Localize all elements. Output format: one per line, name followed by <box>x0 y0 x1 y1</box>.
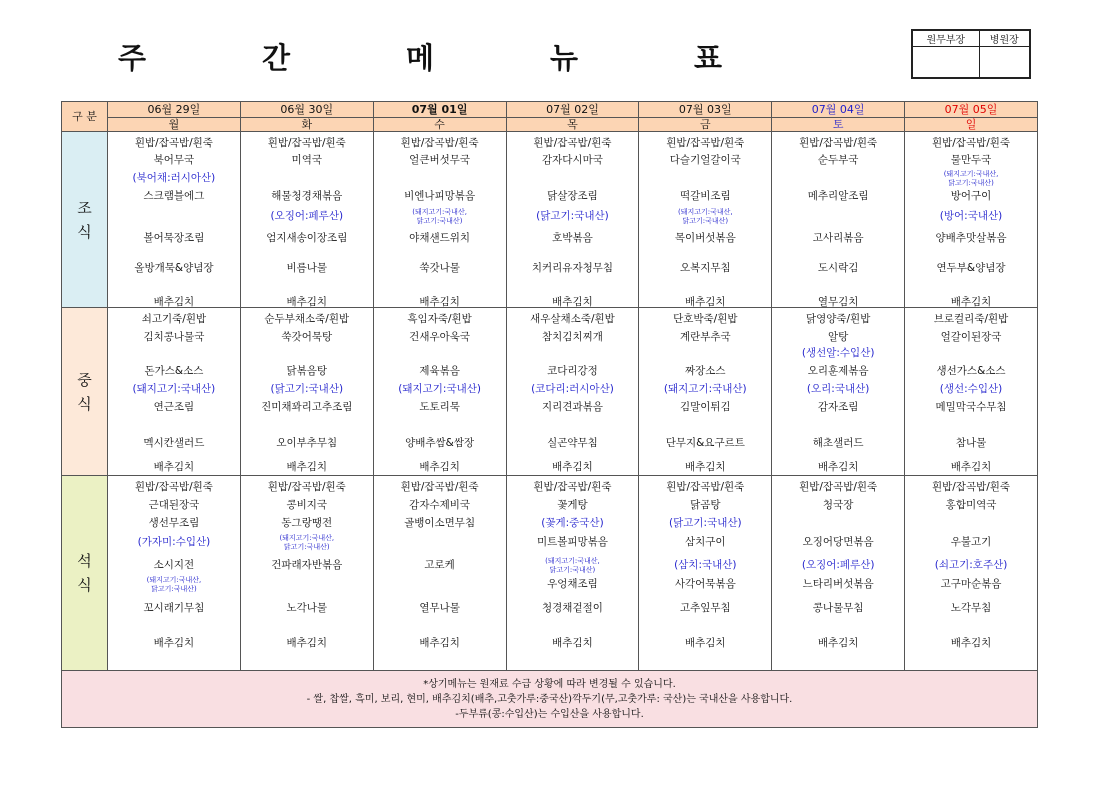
menu-item: 감자다시마국 <box>542 154 603 166</box>
menu-item: 콩비지국 <box>286 499 328 511</box>
menu-item: 고추잎무침 <box>679 602 731 614</box>
menu-item: 배추김치 <box>419 637 460 649</box>
menu-item: 닭곰탕 <box>690 499 721 511</box>
menu-item: 돈가스&소스 <box>144 365 204 377</box>
menu-item: 생선가스&소스 <box>936 365 1006 377</box>
menu-item: 도시락김 <box>817 262 859 274</box>
menu-item: (쇠고기:호주산) <box>934 559 1008 571</box>
menu-item: 열무김치 <box>817 296 859 308</box>
menu-item: 연두부&양념장 <box>936 262 1006 274</box>
menu-item: 사각어묵볶음 <box>674 578 736 590</box>
menu-item: (생선:수입산) <box>939 383 1003 395</box>
menu-item: 배추김치 <box>286 296 328 308</box>
menu-item: 새우살채소죽/흰밥 <box>530 313 615 325</box>
menu-item: 닭영양죽/흰밥 <box>805 313 871 325</box>
menu-item: 오이부추무침 <box>276 437 338 449</box>
header-weekday: 목 <box>506 118 639 132</box>
menu-item: 실곤약무침 <box>547 437 598 449</box>
menu-item: (방어:국내산) <box>939 210 1003 222</box>
menu-item: 미역국 <box>291 154 322 166</box>
menu-item: 오복지무침 <box>679 262 731 274</box>
menu-item: 고사리볶음 <box>812 232 864 244</box>
menu-item: (가자미:수입산) <box>137 536 211 548</box>
menu-item: 고로케 <box>424 559 455 571</box>
note-line: -두부류(콩:수입산)는 수입산을 사용합니다. <box>455 708 644 720</box>
menu-item: 배추김치 <box>286 637 328 649</box>
menu-item: (돼지고기:국내산, 닭고기:국내산) <box>545 557 600 574</box>
menu-item: 건새우아욱국 <box>409 331 471 343</box>
dinner-day-cell <box>905 476 1038 671</box>
menu-item: (돼지고기:국내산) <box>132 383 216 395</box>
menu-item: 흰밥/잡곡밥/흰죽 <box>533 137 612 149</box>
lunch-row <box>62 308 1038 476</box>
menu-item: 참치김치찌개 <box>542 331 603 343</box>
breakfast-day-cell <box>373 132 506 308</box>
menu-item: 제육볶음 <box>419 365 460 377</box>
menu-item: 브로컬리죽/흰밥 <box>933 313 1009 325</box>
page-title <box>60 36 780 76</box>
header-weekday-row <box>62 118 1038 132</box>
menu-item: 배추김치 <box>552 461 593 473</box>
header-weekday: 토 <box>772 118 905 132</box>
title-char: 간 <box>261 40 290 75</box>
lunch-day-cell <box>905 308 1038 476</box>
menu-item: 흰밥/잡곡밥/흰죽 <box>134 481 213 493</box>
menu-item: (돼지고기:국내산) <box>663 383 747 395</box>
menu-item: (돼지고기:국내산, 닭고기:국내산) <box>943 170 999 187</box>
menu-item: (돼지고기:국내산) <box>398 383 481 395</box>
breakfast-label: 조 식 <box>62 132 108 308</box>
menu-item: 골뱅이소면무침 <box>404 517 476 529</box>
menu-item: 감자수제비국 <box>409 499 471 511</box>
breakfast-day-cell <box>639 132 772 308</box>
header-date: 07월 05일 <box>905 102 1038 118</box>
menu-item: 메밀막국수무침 <box>935 401 1007 413</box>
menu-item: (생선알:수입산) <box>801 347 875 359</box>
menu-item: 지리견과볶음 <box>542 401 603 413</box>
menu-item: 우불고기 <box>950 536 992 548</box>
menu-item: 생선무조림 <box>148 517 200 529</box>
dinner-day-cell <box>639 476 772 671</box>
menu-item: 동그랑땡전 <box>281 517 333 529</box>
breakfast-day-cell <box>240 132 373 308</box>
menu-item: (북어채:러시아산) <box>132 172 216 184</box>
menu-item: 노각무침 <box>950 602 992 614</box>
header-date: 07월 01일 <box>373 102 506 118</box>
menu-item: 흰밥/잡곡밥/흰죽 <box>400 137 479 149</box>
menu-item: 배추김치 <box>419 461 460 473</box>
menu-item: 얼큰버섯무국 <box>409 154 471 166</box>
menu-item: 삼치구이 <box>685 536 726 548</box>
menu-item: 흰밥/잡곡밥/흰죽 <box>666 481 745 493</box>
title-char: 주 <box>117 40 146 75</box>
menu-item: (닭고기:국내산) <box>270 383 344 395</box>
menu-item: 목이버섯볶음 <box>674 232 736 244</box>
menu-item: 올방개묵&양념장 <box>134 262 214 274</box>
menu-item: 쑥갓어묵탕 <box>281 331 333 343</box>
dinner-row <box>62 476 1038 671</box>
menu-item: 배추김치 <box>286 461 328 473</box>
menu-item: 배추김치 <box>153 637 195 649</box>
menu-item: 흰밥/잡곡밥/흰죽 <box>267 137 346 149</box>
menu-item: 꽃게탕 <box>557 499 588 511</box>
menu-table <box>61 101 1038 728</box>
menu-item: 배추김치 <box>685 461 726 473</box>
breakfast-day-cell <box>506 132 639 308</box>
menu-item: 흰밥/잡곡밥/흰죽 <box>799 137 878 149</box>
header-date-row <box>62 102 1038 118</box>
header-label: 구 분 <box>62 102 108 132</box>
menu-item: 오징어당면볶음 <box>802 536 874 548</box>
menu-item: 멕시칸샐러드 <box>143 437 205 449</box>
menu-item: 흰밥/잡곡밥/흰죽 <box>400 481 479 493</box>
menu-item: 흰밥/잡곡밥/흰죽 <box>666 137 745 149</box>
menu-item: 참나물 <box>955 437 987 449</box>
menu-item: 진미채꽈리고추조림 <box>261 401 353 413</box>
menu-item: 단무지&요구르트 <box>665 437 745 449</box>
menu-item: 배추김치 <box>950 296 992 308</box>
menu-item: 비름나물 <box>286 262 328 274</box>
menu-item: 방어구이 <box>950 190 992 202</box>
menu-item: 흰밥/잡곡밥/흰죽 <box>931 481 1011 493</box>
dinner-label: 석 식 <box>62 476 108 671</box>
menu-item: 떡갈비조림 <box>679 190 731 202</box>
approval-box <box>911 29 1031 79</box>
menu-item: 배추김치 <box>552 296 593 308</box>
menu-item: 얼갈이된장국 <box>940 331 1002 343</box>
breakfast-day-cell <box>772 132 905 308</box>
menu-item: 배추김치 <box>950 461 992 473</box>
menu-item: (코다리:러시아산) <box>531 383 614 395</box>
lunch-day-cell <box>108 308 241 476</box>
note-line: *상기메뉴는 원재료 수급 상황에 따라 변경될 수 있습니다. <box>423 678 676 690</box>
menu-item: 흰밥/잡곡밥/흰죽 <box>533 481 612 493</box>
menu-item: 흰밥/잡곡밥/흰죽 <box>799 481 878 493</box>
menu-item: 스크램블에그 <box>143 190 205 202</box>
menu-item: (삼치:국내산) <box>674 559 737 571</box>
header-date: 07월 04일 <box>772 102 905 118</box>
approval-label-1: 원무부장 <box>912 30 979 47</box>
menu-item: 오리훈제볶음 <box>807 365 869 377</box>
menu-item: 김치콩나물국 <box>143 331 205 343</box>
breakfast-day-cell <box>108 132 241 308</box>
menu-item: 연근조림 <box>153 401 195 413</box>
dinner-day-cell <box>373 476 506 671</box>
menu-item: 배추김치 <box>685 637 726 649</box>
menu-item: (돼지고기:국내산, 닭고기:국내산) <box>146 576 202 593</box>
menu-item: (닭고기:국내산) <box>669 517 742 529</box>
menu-item: 양배추맛살볶음 <box>935 232 1007 244</box>
header-date: 07월 03일 <box>639 102 772 118</box>
menu-item: (돼지고기:국내산, 닭고기:국내산) <box>279 534 335 551</box>
lunch-day-cell <box>373 308 506 476</box>
menu-item: 양배추쌈&쌈장 <box>405 437 475 449</box>
menu-item: 치커리유자청무침 <box>531 262 614 274</box>
menu-item: 근대된장국 <box>148 499 200 511</box>
dinner-day-cell <box>108 476 241 671</box>
menu-item: (오리:국내산) <box>806 383 870 395</box>
menu-item: 쑥갓나물 <box>419 262 460 274</box>
menu-item: 노각나물 <box>286 602 328 614</box>
menu-item: 다슬기얼갈이국 <box>669 154 741 166</box>
menu-item: 계란부추국 <box>679 331 731 343</box>
menu-item: 청경채겉절이 <box>542 602 603 614</box>
header-weekday: 수 <box>373 118 506 132</box>
menu-item: 알탕 <box>827 331 849 343</box>
dinner-day-cell <box>506 476 639 671</box>
menu-item: 도토리묵 <box>419 401 460 413</box>
menu-item: 우엉채조림 <box>547 578 598 590</box>
menu-item: 순두부채소죽/흰밥 <box>264 313 350 325</box>
menu-item: 해물청경채볶음 <box>271 190 343 202</box>
header-weekday: 일 <box>905 118 1038 132</box>
menu-item: 건파래자반볶음 <box>271 559 343 571</box>
header-weekday: 금 <box>639 118 772 132</box>
menu-item: (돼지고기:국내산, 닭고기:국내산) <box>412 208 467 225</box>
menu-item: 느타리버섯볶음 <box>802 578 874 590</box>
menu-item: (오징어:페루산) <box>801 559 875 571</box>
menu-item: 미트볼피망볶음 <box>536 536 608 548</box>
menu-item: 엄지새송이장조림 <box>266 232 348 244</box>
menu-item: 청국장 <box>822 499 854 511</box>
menu-item: 감자조림 <box>817 401 859 413</box>
lunch-day-cell <box>506 308 639 476</box>
menu-item: 순두부국 <box>817 154 859 166</box>
menu-item: 볼어묵장조림 <box>143 232 205 244</box>
menu-item: 해초샐러드 <box>812 437 864 449</box>
menu-item: 호박볶음 <box>552 232 593 244</box>
note-line: - 쌀, 찹쌀, 흑미, 보리, 현미, 배추김치(배추,고춧가루:중국산)깍두기(무,고춧가루: 국산)는 국내산을 사용합니다. <box>306 693 793 705</box>
menu-item: 흑임자죽/흰밥 <box>407 313 472 325</box>
notes <box>62 671 1038 728</box>
lunch-label: 중 식 <box>62 308 108 476</box>
menu-item: 메추리알조림 <box>807 190 869 202</box>
title-char: 표 <box>693 40 722 75</box>
dinner-day-cell <box>772 476 905 671</box>
approval-sign-2[interactable] <box>979 47 1030 79</box>
breakfast-row <box>62 132 1038 308</box>
dinner-day-cell <box>240 476 373 671</box>
header-date: 07월 02일 <box>506 102 639 118</box>
menu-item: 배추김치 <box>950 637 992 649</box>
menu-item: 배추김치 <box>153 296 195 308</box>
breakfast-day-cell <box>905 132 1038 308</box>
menu-item: 북어무국 <box>153 154 195 166</box>
menu-item: (닭고기:국내산) <box>536 210 609 222</box>
menu-item: 배추김치 <box>817 461 859 473</box>
menu-item: 배추김치 <box>153 461 195 473</box>
lunch-day-cell <box>240 308 373 476</box>
approval-sign-1[interactable] <box>912 47 979 79</box>
title-char: 메 <box>405 40 434 75</box>
menu-item: (꽃게:중국산) <box>541 517 604 529</box>
menu-item: 고구마순볶음 <box>940 578 1002 590</box>
menu-item: 소시지전 <box>153 559 195 571</box>
menu-item: 콩나물무침 <box>812 602 864 614</box>
menu-item: 배추김치 <box>817 637 859 649</box>
menu-item: 홍합미역국 <box>945 499 997 511</box>
menu-item: 쇠고기죽/흰밥 <box>141 313 207 325</box>
lunch-day-cell <box>772 308 905 476</box>
menu-item: 비엔나피망볶음 <box>404 190 476 202</box>
header-date: 06월 29일 <box>108 102 241 118</box>
title-char: 뉴 <box>549 40 578 75</box>
menu-item: 닭살장조림 <box>547 190 598 202</box>
menu-item: 흰밥/잡곡밥/흰죽 <box>134 137 213 149</box>
menu-item: 김말이튀김 <box>679 401 731 413</box>
menu-item: 물만두국 <box>950 154 992 166</box>
header-date: 06월 30일 <box>240 102 373 118</box>
lunch-day-cell <box>639 308 772 476</box>
approval-label-2: 병원장 <box>979 30 1030 47</box>
menu-item: 배추김치 <box>552 637 593 649</box>
header-weekday: 화 <box>240 118 373 132</box>
menu-item: 코다리강정 <box>547 365 598 377</box>
menu-item: (오징어:페루산) <box>270 210 344 222</box>
header-weekday: 월 <box>108 118 241 132</box>
menu-item: 닭볶음탕 <box>286 365 328 377</box>
menu-item: 단호박죽/흰밥 <box>673 313 738 325</box>
menu-item: 흰밥/잡곡밥/흰죽 <box>267 481 346 493</box>
menu-item: (돼지고기:국내산, 닭고기:국내산) <box>677 208 733 225</box>
menu-item: 배추김치 <box>419 296 460 308</box>
menu-item: 흰밥/잡곡밥/흰죽 <box>931 137 1011 149</box>
menu-item: 짜장소스 <box>685 365 726 377</box>
menu-item: 열무나물 <box>419 602 460 614</box>
menu-item: 꼬시래기무침 <box>143 602 205 614</box>
menu-item: 야채샌드위치 <box>409 232 471 244</box>
menu-item: 배추김치 <box>685 296 726 308</box>
